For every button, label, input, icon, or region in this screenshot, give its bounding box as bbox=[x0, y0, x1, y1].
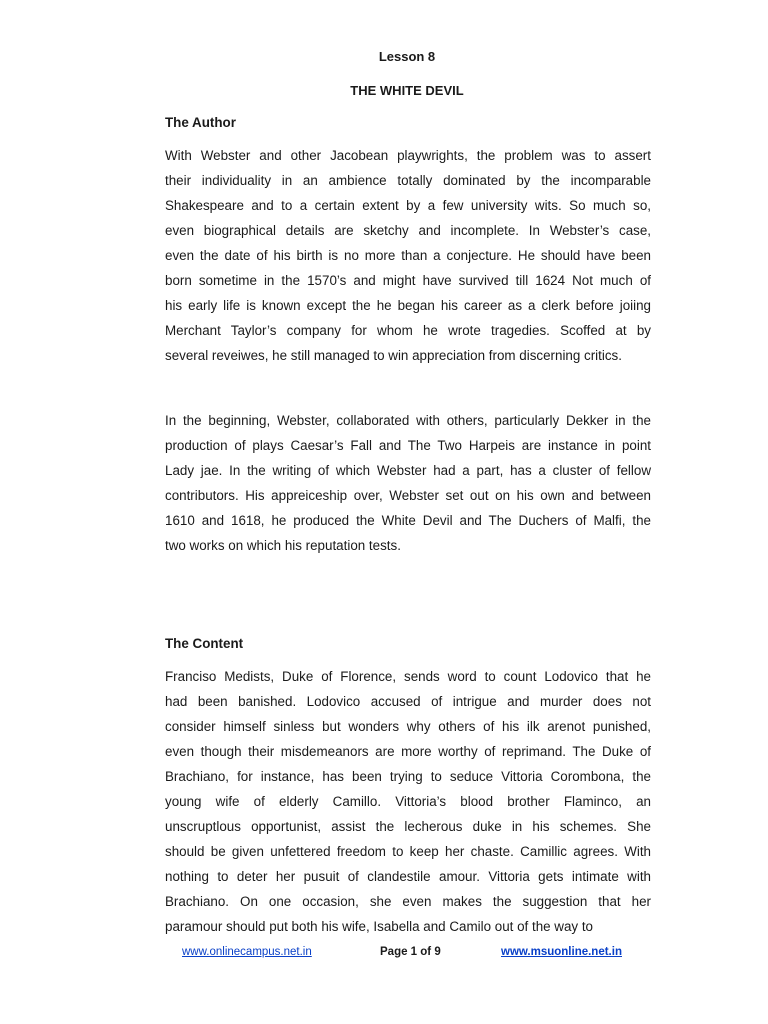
text-line: even though their misdemeanors are more worthy of reprimand. The Duke of bbox=[165, 744, 651, 759]
text-line: young wife of elderly Camillo. Vittoria’s blood brother Flaminco, an bbox=[165, 794, 651, 809]
lesson-number: Lesson 8 bbox=[378, 49, 436, 64]
author-paragraph-2 bbox=[165, 408, 651, 558]
text-line: consider himself sinless but wonders why others of his ilk arenot punished, bbox=[165, 719, 651, 734]
text-line: contributors. His appreiceship over, Webster set out on his own and between bbox=[165, 488, 651, 503]
text-line: several reveiwes, he still managed to win appreciation from discerning critics. bbox=[165, 348, 622, 363]
text-line: unscruptlous opportunist, assist the lecherous duke in his schemes. She bbox=[165, 819, 651, 834]
text-line: even biographical details are sketchy and incomplete. In Webster’s case, bbox=[165, 223, 651, 238]
text-line: nothing to deter her pusuit of clandestile amour. Vittoria gets intimate with bbox=[165, 869, 651, 884]
footer-link-onlinecampus[interactable]: www.onlinecampus.net.in bbox=[182, 946, 312, 958]
text-line: should be given unfettered freedom to keep her chaste. Camillic agrees. With bbox=[165, 844, 651, 859]
author-section bbox=[165, 110, 651, 135]
text-line: Shakespeare and to a certain extent by a few university wits. So much so, bbox=[165, 198, 651, 213]
page-footer bbox=[0, 946, 768, 966]
text-line: their individuality in an ambience totally dominated by the incomparable bbox=[165, 173, 651, 188]
text-line: Brachiano, for instance, has been trying to seduce Vittoria Corombona, the bbox=[165, 769, 651, 784]
text-line: two works on which his reputation tests. bbox=[165, 538, 401, 553]
text-line: 1610 and 1618, he produced the White Devil and The Duchers of Malfi, the bbox=[165, 513, 651, 528]
text-line: Brachiano. On one occasion, she even makes the suggestion that her bbox=[165, 894, 651, 909]
text-line: had been banished. Lodovico accused of intrigue and murder does not bbox=[165, 694, 651, 709]
text-line: Merchant Taylor’s company for whom he wrote tragedies. Scoffed at by bbox=[165, 323, 651, 338]
document-title: THE WHITE DEVIL bbox=[350, 83, 464, 98]
text-line: Lady jae. In the writing of which Webster had a part, has a cluster of fellow bbox=[165, 463, 651, 478]
text-line: paramour should put both his wife, Isabella and Camilo out of the way to bbox=[165, 919, 594, 934]
text-line: production of plays Caesar’s Fall and The Two Harpeis are instance in point bbox=[165, 438, 651, 453]
content-paragraph-1 bbox=[165, 664, 651, 939]
content-section bbox=[165, 631, 651, 656]
text-line: his early life is known except the he began his career as a clerk before joiing bbox=[165, 298, 651, 313]
text-line: With Webster and other Jacobean playwrights, the problem was to assert bbox=[165, 148, 651, 163]
text-line: Franciso Medists, Duke of Florence, sends word to count Lodovico that he bbox=[165, 669, 651, 684]
page-number: Page 1 of 9 bbox=[380, 946, 441, 958]
text-line: born sometime in the 1570’s and might have survived till 1624 Not much of bbox=[165, 273, 651, 288]
section-heading-content: The Content bbox=[165, 636, 244, 651]
text-line: In the beginning, Webster, collaborated with others, particularly Dekker in the bbox=[165, 413, 651, 428]
footer-link-msuonline[interactable]: www.msuonline.net.in bbox=[501, 946, 622, 958]
section-heading-author: The Author bbox=[165, 115, 236, 130]
author-paragraph-1 bbox=[165, 143, 651, 368]
text-line: even the date of his birth is no more than a conjecture. He should have been bbox=[165, 248, 651, 263]
